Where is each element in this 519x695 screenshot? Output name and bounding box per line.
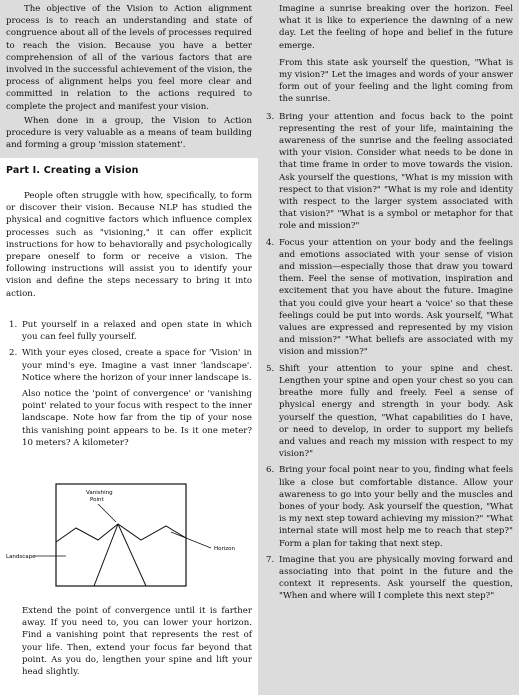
list-item [263,237,513,359]
diagram-frame [56,484,186,586]
step-text: Focus your attention on your body and the feelings and emotions associated with your sense of vision and mission—especially those that draw you toward them. Feel the sense of motivation, inspiration and excitement that you have about the future. Imagine that you could give your heart a 'voice' so that these feelings could be put into words. Ask yourself, "What values are expressed and represented by my vision and mission?" "What beliefs are associated with my vision and mission?" [279,237,513,358]
steps-list-left [6,319,252,384]
intro-paragraph-1: The objective of the Vision to Action alignment process is to reach an understanding and state of congruence about all of the levels of processes required to reach the vision. Because you have a better comprehension of all of the various factors that are involved in the successful achievement of the vision, the process of alignment helps you feel more clear and committed in relation to the actions required to complete the project and manifest your vision. [6,4,252,112]
step2-sub-paragraph-1: Also notice the 'point of convergence' or 'vanishing point' related to your focus with respect to the inner landscape. Note how far from the tip of your nose this vanishing point appears to be. Is it one meter? 10 meters? A kilometer? [22,389,252,448]
step-number: 3. [266,111,275,122]
left-column [0,0,258,695]
step-text: With your eyes closed, create a space for 'Vision' in your mind's eye. Imagine a vast inner 'landscape'. Notice where the horizon of your inner landscape is. [22,348,252,383]
landscape-label: Landscape [6,554,36,560]
list-item [6,347,252,384]
step-number: 7. [266,554,275,565]
step-text: Bring your focal point near to you, finding what feels like a close but comfortable distance. Allow your awareness to go into your belly and the muscles and bones of your body. Ask yourself the question, "What is my next step toward achieving my mission?" "What internal state will most help me to reach that step?" Form a plan for taking that next step. [279,465,513,549]
step-text: Bring your attention and focus back to the point representing the rest of your life, maintaining the awareness of the sunrise and the feeling associated with your vision. Consider what needs to be done in that time frame in order to move towards the vision. Ask yourself the questions, "What is my mission with respect to that vision?" "What is my role and identity with respect to the larger system associated with that vision?" "What is a symbol or metaphor for that role and mission?" [279,111,513,232]
vanishing-point-diagram [6,470,254,590]
right-column [258,0,519,695]
part1-paragraph: People often struggle with how, specifically, to form or discover their vision. Because NLP has studied the physical and cognitive factors which influence complex processes such as "visioning," it can offer explicit instructions for how to behaviorally and psychologically prepare oneself to form or receive a vision. The following instructions will assist you to identify your vision and define the steps necessary to bring it into action. [6,191,252,299]
step2-sub-paragraph-2: Extend the point of convergence until it is farther away. If you need to, you can lower your horizon. Find a vanishing point that represents the rest of your life. Then, extend your focus far beyond that point. As you do, lengthen your spine and lift your head slightly. [22,606,252,678]
vanishing-label-2: Point [90,497,104,503]
list-item [6,319,252,343]
step-text: Put yourself in a relaxed and open state in which you can feel fully yourself. [22,320,252,343]
list-item [263,554,513,603]
steps-list-right [263,111,513,603]
step-number: 1. [9,320,18,330]
section-heading: Part I. Creating a Vision [6,165,139,176]
step-number: 4. [266,237,275,248]
intro-paragraph-2: When done in a group, the Vision to Action procedure is very valuable as a means of team building and forming a group 'mission statement'. [6,115,252,151]
step-text: Imagine that you are physically moving forward and associating into that point in the future and the context it represents. Ask yourself the question, "When and where will I complete this next step?" [279,554,513,602]
step-number: 6. [266,465,275,476]
intro-box [0,0,258,158]
step-number: 2. [9,348,18,359]
step-text: Shift your attention to your spine and chest. Lengthen your spine and open your chest so you can breathe more fully and freely. Feel a sense of physical energy and strength in your body. Ask yourself the question, "What capabilities do I have, or need to develop, in order to support my beliefs and values and reach my mission with respect to my vision?" [279,363,513,460]
right-top-paragraph: Imagine a sunrise breaking over the horizon. Feel what it is like to experience the dawning of a new day. Let the feeling of hope and belief in the future emerge. [279,4,513,51]
vanishing-label-1: Vanishing [86,490,113,496]
list-item [263,111,513,233]
list-item [263,363,513,461]
step-number: 5. [266,363,275,374]
right-question-paragraph: From this state ask yourself the question, "What is my vision?" Let the images and words of your answer form out of your feeling and the light coming from the sunrise. [279,57,513,105]
list-item [263,464,513,549]
horizon-label: Horizon [214,546,236,552]
